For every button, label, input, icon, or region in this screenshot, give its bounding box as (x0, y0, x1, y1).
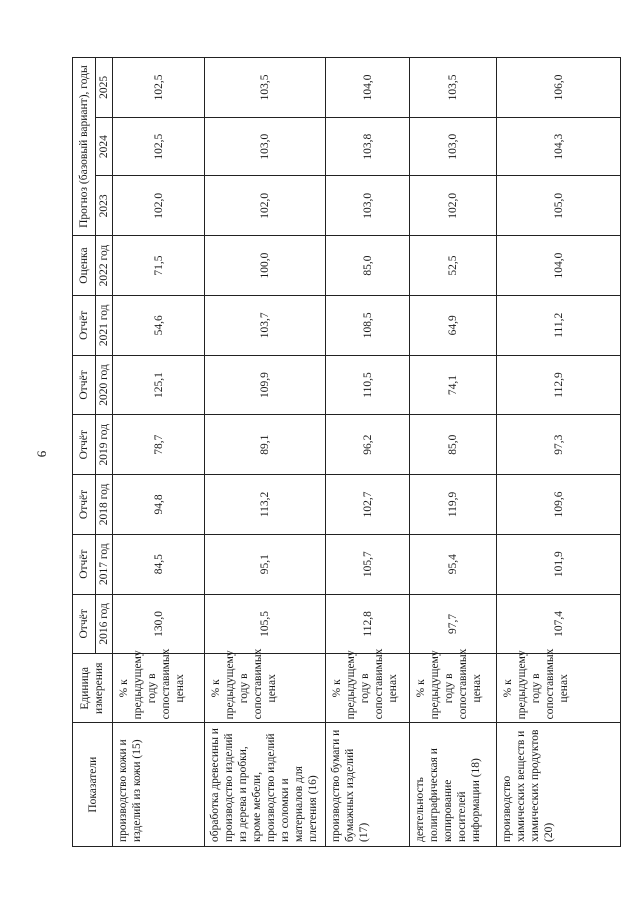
header-forecast: Прогноз (базовый вариант), годы (73, 58, 96, 236)
value-cell: 109,9 (205, 355, 326, 415)
header-year: 2022 год (96, 236, 113, 296)
value-cell: 84,5 (113, 534, 205, 594)
header-year: 2020 год (96, 355, 113, 415)
value-cell: 78,7 (113, 415, 205, 475)
value-cell: 105,7 (326, 534, 410, 594)
header-indicator: Показатели (73, 723, 113, 847)
value-cell: 103,0 (410, 117, 497, 176)
value-cell: 108,5 (326, 295, 410, 355)
value-cell: 119,9 (410, 475, 497, 535)
header-report: Отчёт (73, 594, 96, 654)
table-row (205, 58, 326, 847)
value-cell: 102,0 (113, 176, 205, 236)
value-cell: 113,2 (205, 475, 326, 535)
value-cell: 64,9 (410, 295, 497, 355)
header-year: 2017 год (96, 534, 113, 594)
indicator-cell: деятельность полиграфическая и копирование носителей информации (18) (410, 723, 497, 847)
value-cell: 85,0 (410, 415, 497, 475)
value-cell: 85,0 (326, 236, 410, 296)
unit-cell: % к предыдущему году в сопоставимых ценах (113, 654, 205, 723)
indicator-cell: производство химических веществ и химических продуктов (20) (497, 723, 621, 847)
value-cell: 103,0 (326, 176, 410, 236)
value-cell: 96,2 (326, 415, 410, 475)
unit-cell: % к предыдущему году в сопоставимых ценах (497, 654, 621, 723)
value-cell: 105,5 (205, 594, 326, 654)
header-estimate: Оценка (73, 236, 96, 296)
value-cell: 54,6 (113, 295, 205, 355)
value-cell: 110,5 (326, 355, 410, 415)
header-year: 2021 год (96, 295, 113, 355)
header-forecast-year: 2025 (96, 58, 113, 118)
header-year: 2016 год (96, 594, 113, 654)
header-report: Отчёт (73, 295, 96, 355)
value-cell: 94,8 (113, 475, 205, 535)
value-cell: 112,9 (497, 355, 621, 415)
indicator-cell: производство кожи и изделий из кожи (15) (113, 723, 205, 847)
header-report: Отчёт (73, 534, 96, 594)
header-forecast-year: 2024 (96, 117, 113, 176)
page-number: 9 (34, 450, 50, 458)
table-row (326, 58, 410, 847)
value-cell: 89,1 (205, 415, 326, 475)
table-row (410, 58, 497, 847)
value-cell: 102,5 (113, 58, 205, 118)
value-cell: 103,8 (326, 117, 410, 176)
value-cell: 105,0 (497, 176, 621, 236)
header-forecast-year: 2023 (96, 176, 113, 236)
value-cell: 97,7 (410, 594, 497, 654)
value-cell: 95,1 (205, 534, 326, 594)
unit-cell: % к предыдущему году в сопоставимых ценах (205, 654, 326, 723)
header-report: Отчёт (73, 415, 96, 475)
indicator-table (72, 57, 621, 847)
value-cell: 101,9 (497, 534, 621, 594)
table-row (113, 58, 205, 847)
value-cell: 102,0 (410, 176, 497, 236)
header-report: Отчёт (73, 475, 96, 535)
unit-cell: % к предыдущему году в сопоставимых ценах (410, 654, 497, 723)
value-cell: 103,5 (410, 58, 497, 118)
value-cell: 104,3 (497, 117, 621, 176)
unit-cell: % к предыдущему году в сопоставимых ценах (326, 654, 410, 723)
header-report: Отчёт (73, 355, 96, 415)
header-year: 2019 год (96, 415, 113, 475)
value-cell: 104,0 (326, 58, 410, 118)
value-cell: 103,5 (205, 58, 326, 118)
value-cell: 52,5 (410, 236, 497, 296)
indicator-cell: производство бумаги и бумажных изделий (17) (326, 723, 410, 847)
value-cell: 103,7 (205, 295, 326, 355)
table-row (497, 58, 621, 847)
value-cell: 95,4 (410, 534, 497, 594)
value-cell: 109,6 (497, 475, 621, 535)
header-year: 2018 год (96, 475, 113, 535)
value-cell: 102,7 (326, 475, 410, 535)
header-unit: Единица измерения (73, 654, 113, 723)
value-cell: 74,1 (410, 355, 497, 415)
value-cell: 112,8 (326, 594, 410, 654)
value-cell: 71,5 (113, 236, 205, 296)
value-cell: 107,4 (497, 594, 621, 654)
value-cell: 104,0 (497, 236, 621, 296)
value-cell: 102,0 (205, 176, 326, 236)
value-cell: 102,5 (113, 117, 205, 176)
rotated-table-container (72, 57, 620, 847)
indicator-cell: обработка древесины и производство изделий из дерева и пробки, кроме мебели, производство изделий из соломки и материалов для плетения (16) (205, 723, 326, 847)
value-cell: 106,0 (497, 58, 621, 118)
value-cell: 111,2 (497, 295, 621, 355)
value-cell: 97,3 (497, 415, 621, 475)
value-cell: 130,0 (113, 594, 205, 654)
value-cell: 103,0 (205, 117, 326, 176)
value-cell: 100,0 (205, 236, 326, 296)
value-cell: 125,1 (113, 355, 205, 415)
